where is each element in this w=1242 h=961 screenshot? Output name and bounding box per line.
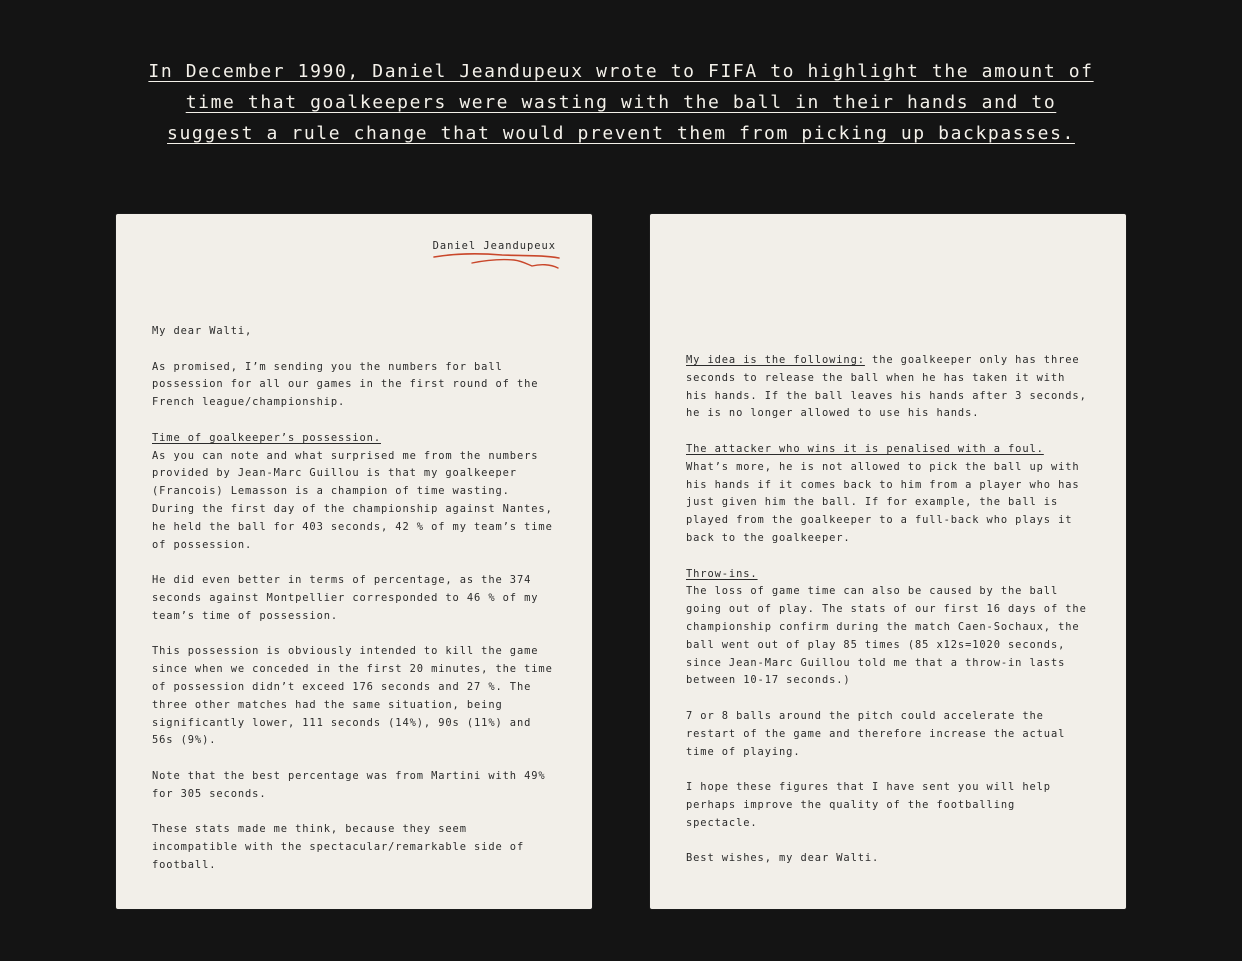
paragraph-lemasson: As you can note and what surprised me from the numbers provided by Jean-Marc Guillou is that my goalkeeper (Francois) Lemasson is a champion of time wasting. During the first day of the championship against Nantes, he held the ball for 403 seconds, 42 % of my team’s time of possession. <box>152 449 553 551</box>
headline-line-2: time that goalkeepers were wasting with the ball in their hands and to <box>185 92 1057 113</box>
section-throw-ins <box>686 566 1106 691</box>
letter-body-left <box>152 323 572 893</box>
headline-line-1: In December 1990, Daniel Jeandupeux wrote to FIFA to highlight the amount of <box>148 61 1094 82</box>
paragraph-foul: What’s more, he is not allowed to pick the ball up with his hands if it comes back to him from a player who has just given him the ball. If for example, the ball is played from the goalkeeper to a full-back who plays it back to the goalkeeper. <box>686 460 1080 544</box>
headline <box>120 56 1122 149</box>
section-possession <box>152 430 572 555</box>
letter-body-right <box>686 352 1106 886</box>
sender-name: Daniel Jeandupeux <box>432 240 556 252</box>
paragraph-martini: Note that the best percentage was from Martini with 49% for 305 seconds. <box>152 769 546 800</box>
closing: Best wishes, my dear Walti. <box>686 852 880 865</box>
paragraph-balls: 7 or 8 balls around the pitch could accelerate the restart of the game and therefore increase the actual time of playing. <box>686 709 1066 758</box>
idea-text: the goalkeeper only has three seconds to release the ball when he has taken it with his hands. If the ball leaves his hands after 3 seconds, he is no longer allowed to use his hands. <box>686 354 1087 420</box>
section-title-possession: Time of goalkeeper’s possession. <box>152 431 381 444</box>
signature-stroke-1 <box>434 254 559 258</box>
paragraph-stats-think: These stats made me think, because they seem incompatible with the spectacular/remarkable side of football. <box>152 823 525 871</box>
section-title-throw-ins: Throw-ins. <box>686 567 758 580</box>
paragraph-idea <box>686 352 1106 423</box>
section-foul <box>686 441 1106 548</box>
headline-line-3: suggest a rule change that would prevent them from picking up backpasses. <box>167 123 1075 144</box>
paragraph-montpellier: He did even better in terms of percentage, as the 374 seconds against Montpellier corresponded to 46 % of my team’s time of possession. <box>152 574 539 622</box>
section-title-foul: The attacker who wins it is penalised with a foul. <box>686 442 1044 455</box>
letter-page-1 <box>116 214 592 909</box>
signature-stroke-2 <box>472 260 558 268</box>
letter-page-2 <box>650 214 1126 909</box>
paragraph-hope: I hope these figures that I have sent you will help perhaps improve the quality of the footballing spectacle. <box>686 781 1051 829</box>
greeting: My dear Walti, <box>152 325 253 337</box>
idea-label: My idea is the following: <box>686 354 865 366</box>
paragraph-kill-game: This possession is obviously intended to kill the game since when we conceded in the first 20 minutes, the time of possession didn’t exceed 176 seconds and 27 %. The three other matches had the same situation, being significantly lower, 111 seconds (14%), 90s (11%) and 56s (9%). <box>152 645 553 747</box>
paragraph-throw-ins: The loss of game time can also be caused by the ball going out of play. The stats of our first 16 days of the championship confirm during the match Caen-Sochaux, the ball went out of play 85 times (85 x12s=1020 seconds, since Jean-Marc Guillou told me that a throw-in lasts between 10-17 seconds.) <box>686 585 1087 687</box>
paragraph-intro: As promised, I’m sending you the numbers for ball possession for all our games in the first round of the French league/championship. <box>152 360 539 409</box>
signature-mark <box>432 252 562 272</box>
